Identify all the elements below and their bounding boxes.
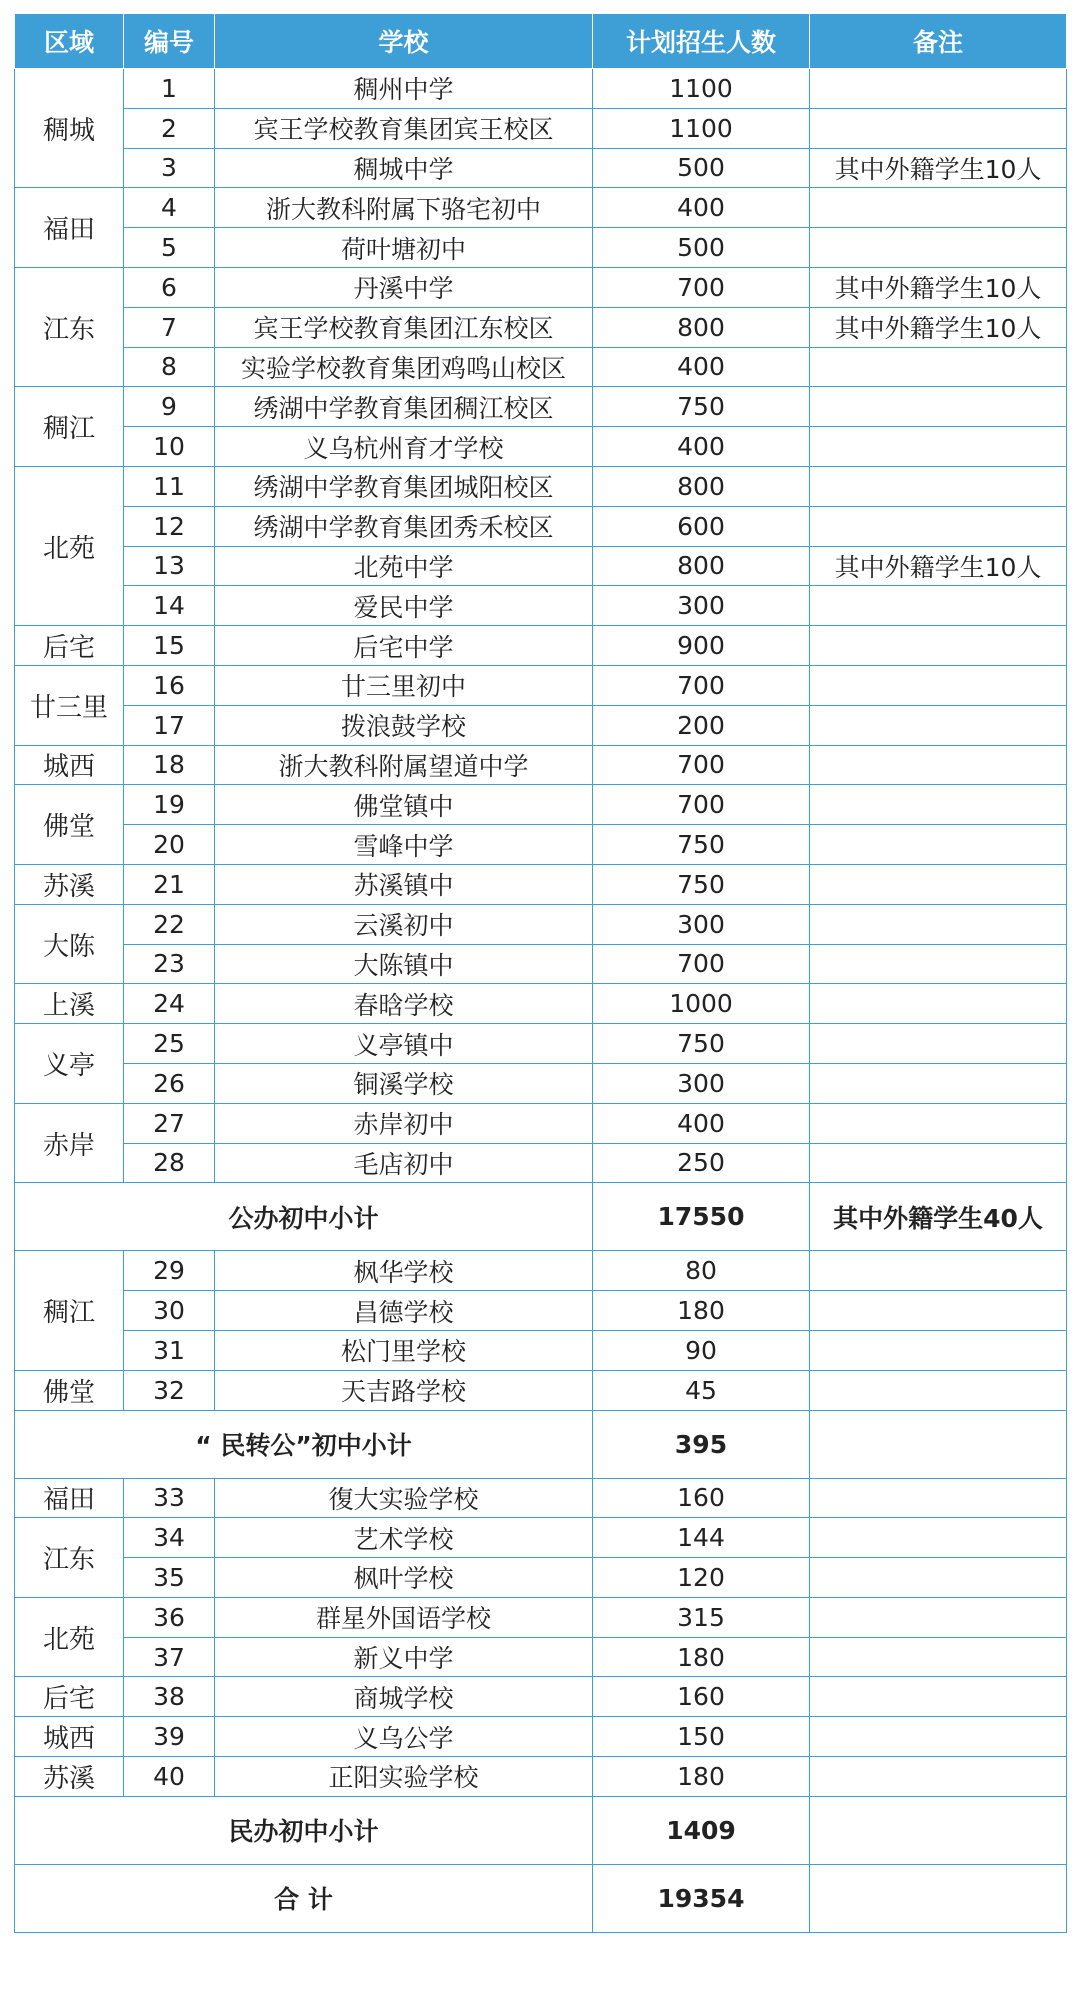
region-cell: 佛堂 [15, 1370, 124, 1410]
number-cell: 23 [124, 944, 215, 984]
number-cell: 14 [124, 586, 215, 626]
notes-cell [810, 228, 1067, 268]
school-name-cell: 昌德学校 [215, 1291, 593, 1331]
notes-cell [810, 665, 1067, 705]
number-cell: 2 [124, 108, 215, 148]
region-cell: 义亭 [15, 1024, 124, 1104]
table-row [15, 1291, 1067, 1331]
school-name-cell: 义乌杭州育才学校 [215, 427, 593, 467]
planned-count-cell: 400 [593, 347, 810, 387]
notes-cell: 其中外籍学生10人 [810, 307, 1067, 347]
table-row [15, 188, 1067, 228]
planned-count-cell: 90 [593, 1330, 810, 1370]
planned-count-cell: 750 [593, 825, 810, 865]
planned-count-cell: 150 [593, 1717, 810, 1757]
region-cell: 后宅 [15, 1677, 124, 1717]
transfer-subtotal-row-label: “ 民转公”初中小计 [15, 1410, 593, 1478]
table-row [15, 1757, 1067, 1797]
notes-cell: 其中外籍学生10人 [810, 546, 1067, 586]
notes-cell [810, 586, 1067, 626]
notes-cell [810, 1063, 1067, 1103]
planned-count-cell: 300 [593, 1063, 810, 1103]
number-cell: 34 [124, 1518, 215, 1558]
school-name-cell: 绣湖中学教育集团城阳校区 [215, 466, 593, 506]
notes-cell [810, 1143, 1067, 1183]
planned-count-cell: 600 [593, 506, 810, 546]
region-cell: 稠江 [15, 1251, 124, 1370]
private-subtotal-row-count: 1409 [593, 1796, 810, 1864]
region-cell: 北苑 [15, 1597, 124, 1677]
table-row [15, 1143, 1067, 1183]
table-row [15, 1717, 1067, 1757]
number-cell: 36 [124, 1597, 215, 1637]
transfer-subtotal-row-count: 395 [593, 1410, 810, 1478]
private-subtotal-row-label: 民办初中小计 [15, 1796, 593, 1864]
table-row [15, 466, 1067, 506]
planned-count-cell: 1000 [593, 984, 810, 1024]
table-row [15, 148, 1067, 188]
planned-count-cell: 800 [593, 307, 810, 347]
table-header-row [15, 14, 1067, 69]
school-name-cell: 宾王学校教育集团宾王校区 [215, 108, 593, 148]
public-subtotal-row-count: 17550 [593, 1183, 810, 1251]
region-cell: 廿三里 [15, 665, 124, 745]
school-name-cell: 稠城中学 [215, 148, 593, 188]
school-name-cell: 浙大教科附属望道中学 [215, 745, 593, 785]
school-name-cell: 赤岸初中 [215, 1103, 593, 1143]
notes-cell [810, 506, 1067, 546]
school-name-cell: 復大实验学校 [215, 1478, 593, 1518]
planned-count-cell: 120 [593, 1558, 810, 1598]
planned-count-cell: 500 [593, 148, 810, 188]
table-row [15, 108, 1067, 148]
school-name-cell: 稠州中学 [215, 69, 593, 109]
planned-count-cell: 80 [593, 1251, 810, 1291]
school-name-cell: 雪峰中学 [215, 825, 593, 865]
number-cell: 19 [124, 785, 215, 825]
table-row [15, 1637, 1067, 1677]
number-cell: 37 [124, 1637, 215, 1677]
school-name-cell: 毛店初中 [215, 1143, 593, 1183]
number-cell: 16 [124, 665, 215, 705]
table-row [15, 1103, 1067, 1143]
notes-cell: 其中外籍学生10人 [810, 267, 1067, 307]
private-subtotal-row [15, 1796, 1067, 1864]
number-cell: 27 [124, 1103, 215, 1143]
number-cell: 38 [124, 1677, 215, 1717]
school-name-cell: 群星外国语学校 [215, 1597, 593, 1637]
number-cell: 6 [124, 267, 215, 307]
notes-cell [810, 1558, 1067, 1598]
planned-count-cell: 1100 [593, 108, 810, 148]
number-cell: 18 [124, 745, 215, 785]
region-cell: 大陈 [15, 904, 124, 984]
planned-count-cell: 750 [593, 864, 810, 904]
table-row [15, 228, 1067, 268]
table-row [15, 1063, 1067, 1103]
number-cell: 20 [124, 825, 215, 865]
table-row [15, 1558, 1067, 1598]
number-cell: 28 [124, 1143, 215, 1183]
planned-count-cell: 900 [593, 626, 810, 666]
number-cell: 10 [124, 427, 215, 467]
number-cell: 22 [124, 904, 215, 944]
number-cell: 8 [124, 347, 215, 387]
region-cell: 江东 [15, 1518, 124, 1598]
table-row [15, 506, 1067, 546]
number-cell: 15 [124, 626, 215, 666]
enrollment-table [14, 13, 1067, 1933]
school-name-cell: 云溪初中 [215, 904, 593, 944]
school-name-cell: 荷叶塘初中 [215, 228, 593, 268]
private-subtotal-row-note [810, 1796, 1067, 1864]
school-name-cell: 实验学校教育集团鸡鸣山校区 [215, 347, 593, 387]
planned-count-cell: 700 [593, 267, 810, 307]
number-cell: 26 [124, 1063, 215, 1103]
notes-cell [810, 626, 1067, 666]
transfer-subtotal-row [15, 1410, 1067, 1478]
enrollment-table-container [14, 13, 1066, 1933]
table-row [15, 586, 1067, 626]
school-name-cell: 绣湖中学教育集团稠江校区 [215, 387, 593, 427]
number-cell: 21 [124, 864, 215, 904]
region-cell: 福田 [15, 188, 124, 268]
school-name-cell: 大陈镇中 [215, 944, 593, 984]
table-row [15, 1251, 1067, 1291]
public-subtotal-row-label: 公办初中小计 [15, 1183, 593, 1251]
planned-count-cell: 315 [593, 1597, 810, 1637]
number-cell: 30 [124, 1291, 215, 1331]
notes-cell [810, 1251, 1067, 1291]
planned-count-cell: 700 [593, 785, 810, 825]
planned-count-cell: 180 [593, 1637, 810, 1677]
table-row [15, 1478, 1067, 1518]
number-cell: 11 [124, 466, 215, 506]
table-row [15, 387, 1067, 427]
notes-cell [810, 904, 1067, 944]
planned-count-cell: 800 [593, 466, 810, 506]
table-row [15, 984, 1067, 1024]
planned-count-cell: 700 [593, 745, 810, 785]
notes-cell [810, 387, 1067, 427]
notes-cell [810, 427, 1067, 467]
public-subtotal-row [15, 1183, 1067, 1251]
school-name-cell: 爱民中学 [215, 586, 593, 626]
public-subtotal-row-note: 其中外籍学生40人 [810, 1183, 1067, 1251]
number-cell: 31 [124, 1330, 215, 1370]
school-name-cell: 春晗学校 [215, 984, 593, 1024]
planned-count-cell: 400 [593, 427, 810, 467]
table-row [15, 626, 1067, 666]
notes-cell [810, 745, 1067, 785]
notes-cell [810, 1597, 1067, 1637]
notes-cell [810, 1717, 1067, 1757]
notes-cell [810, 188, 1067, 228]
table-row [15, 1330, 1067, 1370]
notes-cell [810, 1370, 1067, 1410]
transfer-subtotal-row-note [810, 1410, 1067, 1478]
region-cell: 城西 [15, 1717, 124, 1757]
table-row [15, 944, 1067, 984]
region-cell: 城西 [15, 745, 124, 785]
region-cell: 稠城 [15, 69, 124, 188]
region-cell: 佛堂 [15, 785, 124, 865]
school-name-cell: 拨浪鼓学校 [215, 705, 593, 745]
number-cell: 33 [124, 1478, 215, 1518]
planned-count-cell: 1100 [593, 69, 810, 109]
notes-cell [810, 1518, 1067, 1558]
table-row [15, 546, 1067, 586]
school-name-cell: 义亭镇中 [215, 1024, 593, 1064]
grand-total-row-label: 合 计 [15, 1864, 593, 1932]
number-cell: 5 [124, 228, 215, 268]
table-row [15, 864, 1067, 904]
table-row [15, 745, 1067, 785]
number-cell: 9 [124, 387, 215, 427]
number-cell: 1 [124, 69, 215, 109]
planned-count-cell: 500 [593, 228, 810, 268]
table-row [15, 69, 1067, 109]
table-row [15, 825, 1067, 865]
notes-cell [810, 705, 1067, 745]
table-row [15, 307, 1067, 347]
planned-count-cell: 400 [593, 1103, 810, 1143]
notes-cell: 其中外籍学生10人 [810, 148, 1067, 188]
number-cell: 4 [124, 188, 215, 228]
school-name-cell: 宾王学校教育集团江东校区 [215, 307, 593, 347]
notes-cell [810, 1757, 1067, 1797]
grand-total-row [15, 1864, 1067, 1932]
notes-cell [810, 864, 1067, 904]
region-cell: 北苑 [15, 466, 124, 625]
table-row [15, 1597, 1067, 1637]
notes-cell [810, 1677, 1067, 1717]
number-cell: 25 [124, 1024, 215, 1064]
number-cell: 13 [124, 546, 215, 586]
school-name-cell: 浙大教科附属下骆宅初中 [215, 188, 593, 228]
number-cell: 40 [124, 1757, 215, 1797]
header-notes: 备注 [810, 14, 1067, 69]
planned-count-cell: 200 [593, 705, 810, 745]
planned-count-cell: 180 [593, 1291, 810, 1331]
table-row [15, 347, 1067, 387]
notes-cell [810, 825, 1067, 865]
planned-count-cell: 250 [593, 1143, 810, 1183]
region-cell: 赤岸 [15, 1103, 124, 1183]
school-name-cell: 艺术学校 [215, 1518, 593, 1558]
number-cell: 7 [124, 307, 215, 347]
school-name-cell: 绣湖中学教育集团秀禾校区 [215, 506, 593, 546]
region-cell: 稠江 [15, 387, 124, 467]
table-body [15, 69, 1067, 1933]
planned-count-cell: 45 [593, 1370, 810, 1410]
school-name-cell: 后宅中学 [215, 626, 593, 666]
school-name-cell: 正阳实验学校 [215, 1757, 593, 1797]
table-row [15, 427, 1067, 467]
number-cell: 17 [124, 705, 215, 745]
table-row [15, 705, 1067, 745]
planned-count-cell: 144 [593, 1518, 810, 1558]
notes-cell [810, 347, 1067, 387]
table-row [15, 1518, 1067, 1558]
school-name-cell: 枫华学校 [215, 1251, 593, 1291]
notes-cell [810, 108, 1067, 148]
school-name-cell: 北苑中学 [215, 546, 593, 586]
planned-count-cell: 750 [593, 1024, 810, 1064]
number-cell: 35 [124, 1558, 215, 1598]
school-name-cell: 义乌公学 [215, 1717, 593, 1757]
notes-cell [810, 944, 1067, 984]
notes-cell [810, 785, 1067, 825]
school-name-cell: 铜溪学校 [215, 1063, 593, 1103]
school-name-cell: 苏溪镇中 [215, 864, 593, 904]
grand-total-row-note [810, 1864, 1067, 1932]
notes-cell [810, 1024, 1067, 1064]
notes-cell [810, 1637, 1067, 1677]
header-school: 学校 [215, 14, 593, 69]
notes-cell [810, 1478, 1067, 1518]
table-row [15, 665, 1067, 705]
notes-cell [810, 69, 1067, 109]
notes-cell [810, 1103, 1067, 1143]
table-row [15, 1677, 1067, 1717]
table-row [15, 904, 1067, 944]
planned-count-cell: 300 [593, 586, 810, 626]
planned-count-cell: 700 [593, 944, 810, 984]
grand-total-row-count: 19354 [593, 1864, 810, 1932]
planned-count-cell: 160 [593, 1677, 810, 1717]
notes-cell [810, 1330, 1067, 1370]
region-cell: 苏溪 [15, 864, 124, 904]
notes-cell [810, 1291, 1067, 1331]
header-region: 区域 [15, 14, 124, 69]
header-number: 编号 [124, 14, 215, 69]
school-name-cell: 佛堂镇中 [215, 785, 593, 825]
header-planned-count: 计划招生人数 [593, 14, 810, 69]
region-cell: 后宅 [15, 626, 124, 666]
planned-count-cell: 180 [593, 1757, 810, 1797]
region-cell: 上溪 [15, 984, 124, 1024]
school-name-cell: 天吉路学校 [215, 1370, 593, 1410]
number-cell: 3 [124, 148, 215, 188]
table-row [15, 267, 1067, 307]
school-name-cell: 新义中学 [215, 1637, 593, 1677]
planned-count-cell: 160 [593, 1478, 810, 1518]
planned-count-cell: 400 [593, 188, 810, 228]
number-cell: 24 [124, 984, 215, 1024]
school-name-cell: 商城学校 [215, 1677, 593, 1717]
notes-cell [810, 984, 1067, 1024]
planned-count-cell: 800 [593, 546, 810, 586]
school-name-cell: 枫叶学校 [215, 1558, 593, 1598]
school-name-cell: 松门里学校 [215, 1330, 593, 1370]
region-cell: 江东 [15, 267, 124, 386]
number-cell: 39 [124, 1717, 215, 1757]
number-cell: 29 [124, 1251, 215, 1291]
notes-cell [810, 466, 1067, 506]
region-cell: 福田 [15, 1478, 124, 1518]
school-name-cell: 廿三里初中 [215, 665, 593, 705]
number-cell: 12 [124, 506, 215, 546]
region-cell: 苏溪 [15, 1757, 124, 1797]
planned-count-cell: 700 [593, 665, 810, 705]
school-name-cell: 丹溪中学 [215, 267, 593, 307]
table-row [15, 785, 1067, 825]
planned-count-cell: 300 [593, 904, 810, 944]
table-row [15, 1370, 1067, 1410]
planned-count-cell: 750 [593, 387, 810, 427]
table-row [15, 1024, 1067, 1064]
number-cell: 32 [124, 1370, 215, 1410]
